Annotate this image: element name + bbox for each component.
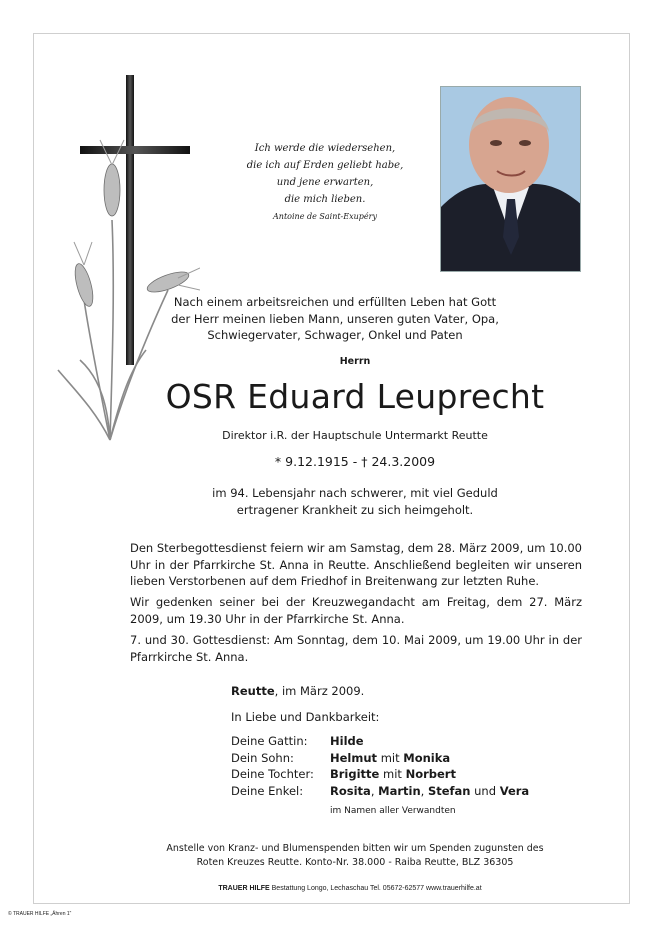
death-line: im 94. Lebensjahr nach schwerer, mit viel Geduld: [212, 486, 498, 500]
quote-author: Antoine de Saint-Exupéry: [273, 212, 377, 221]
family-role: Deine Enkel:: [231, 783, 304, 798]
intro-line: der Herr meinen lieben Mann, unseren guten Vater, Opa,: [171, 311, 499, 326]
quote-line: die mich lieben.: [284, 194, 366, 205]
family-separator: mit: [379, 767, 406, 781]
on-behalf-note: im Namen aller Verwandten: [330, 806, 456, 816]
family-role: Dein Sohn:: [231, 750, 294, 765]
family-row: [231, 733, 529, 750]
family-member: Brigitte: [330, 767, 380, 781]
family-member: Norbert: [405, 767, 456, 781]
family-role: Deine Tochter:: [231, 767, 314, 781]
death-text: [170, 485, 540, 518]
portrait-image: [441, 87, 581, 272]
family-row: [231, 750, 529, 767]
family-row: [231, 766, 529, 783]
family-separator: ,: [370, 783, 379, 798]
donation-note: [140, 842, 570, 870]
family-member: Martin: [378, 783, 421, 798]
quote-line: die ich auf Erden geliebt habe,: [246, 160, 404, 171]
life-dates: * 9.12.1915 - † 24.3.2009: [274, 454, 436, 469]
salutation: Herrn: [339, 356, 371, 367]
place-date: [231, 684, 364, 698]
quote: [240, 140, 410, 225]
undertaker-contact: Bestattung Longo, Lechaschau Tel. 05672-62577 www.trauerhilfe.at: [269, 885, 482, 892]
undertaker-footer: [130, 885, 570, 892]
memorial-paragraph: Wir gedenken seiner bei der Kreuzwegandacht am Freitag, dem 27. März 2009, um 19.30 Uhr in der Pfarrkirche St. Anna.: [130, 595, 582, 626]
family-role: Deine Gattin:: [231, 734, 308, 748]
family-list: [231, 733, 529, 799]
copyright-note: © TRAUER HILFE „Ähren 1“: [8, 911, 72, 917]
family-separator: mit: [377, 750, 404, 765]
intro-line: Schwiegervater, Schwager, Onkel und Paten: [207, 328, 463, 342]
intro-text: [160, 294, 510, 344]
family-member: Hilde: [330, 734, 364, 748]
deceased-name: OSR Eduard Leuprecht: [165, 377, 545, 416]
thanks-line: In Liebe und Dankbarkeit:: [231, 710, 380, 724]
donation-line: Roten Kreuzes Reutte. Konto-Nr. 38.000 - Raiba Reutte, BLZ 36305: [196, 857, 514, 868]
family-separator: ,: [420, 783, 428, 798]
quote-line: Ich werde die wiedersehen,: [254, 143, 396, 154]
undertaker-brand: TRAUER HILFE: [218, 885, 270, 892]
place-date-text: , im März 2009.: [274, 684, 365, 698]
death-line: ertragener Krankheit zu sich heimgeholt.: [236, 502, 474, 517]
donation-line: Anstelle von Kranz- und Blumenspenden bitten wir um Spenden zugunsten des: [166, 843, 544, 854]
family-member: Vera: [499, 783, 530, 798]
family-separator: und: [470, 783, 500, 798]
intro-line: Nach einem arbeitsreichen und erfüllten Leben hat Gott: [173, 295, 497, 309]
deceased-title: Direktor i.R. der Hauptschule Untermarkt Reutte: [222, 429, 488, 442]
portrait-photo: [440, 86, 581, 272]
family-member: Stefan: [427, 783, 471, 798]
mass-paragraph: 7. und 30. Gottesdienst: Am Sonntag, dem 10. Mai 2009, um 19.00 Uhr in der Pfarrkirche St. Anna.: [130, 633, 582, 664]
family-member: Monika: [403, 750, 451, 765]
family-row: [231, 783, 529, 800]
place-town: Reutte: [231, 684, 275, 698]
family-member: Helmut: [330, 750, 378, 765]
family-member: Rosita: [330, 783, 371, 798]
funeral-service-paragraph: Den Sterbegottesdienst feiern wir am Samstag, dem 28. März 2009, um 10.00 Uhr in der Pfarrkirche St. Anna in Reutte. Anschließend begleiten wir unseren lieben Verstorbenen auf dem Friedhof in Breitenwang zur letzten Ruhe.: [130, 541, 582, 588]
quote-line: und jene erwarten,: [276, 177, 374, 188]
